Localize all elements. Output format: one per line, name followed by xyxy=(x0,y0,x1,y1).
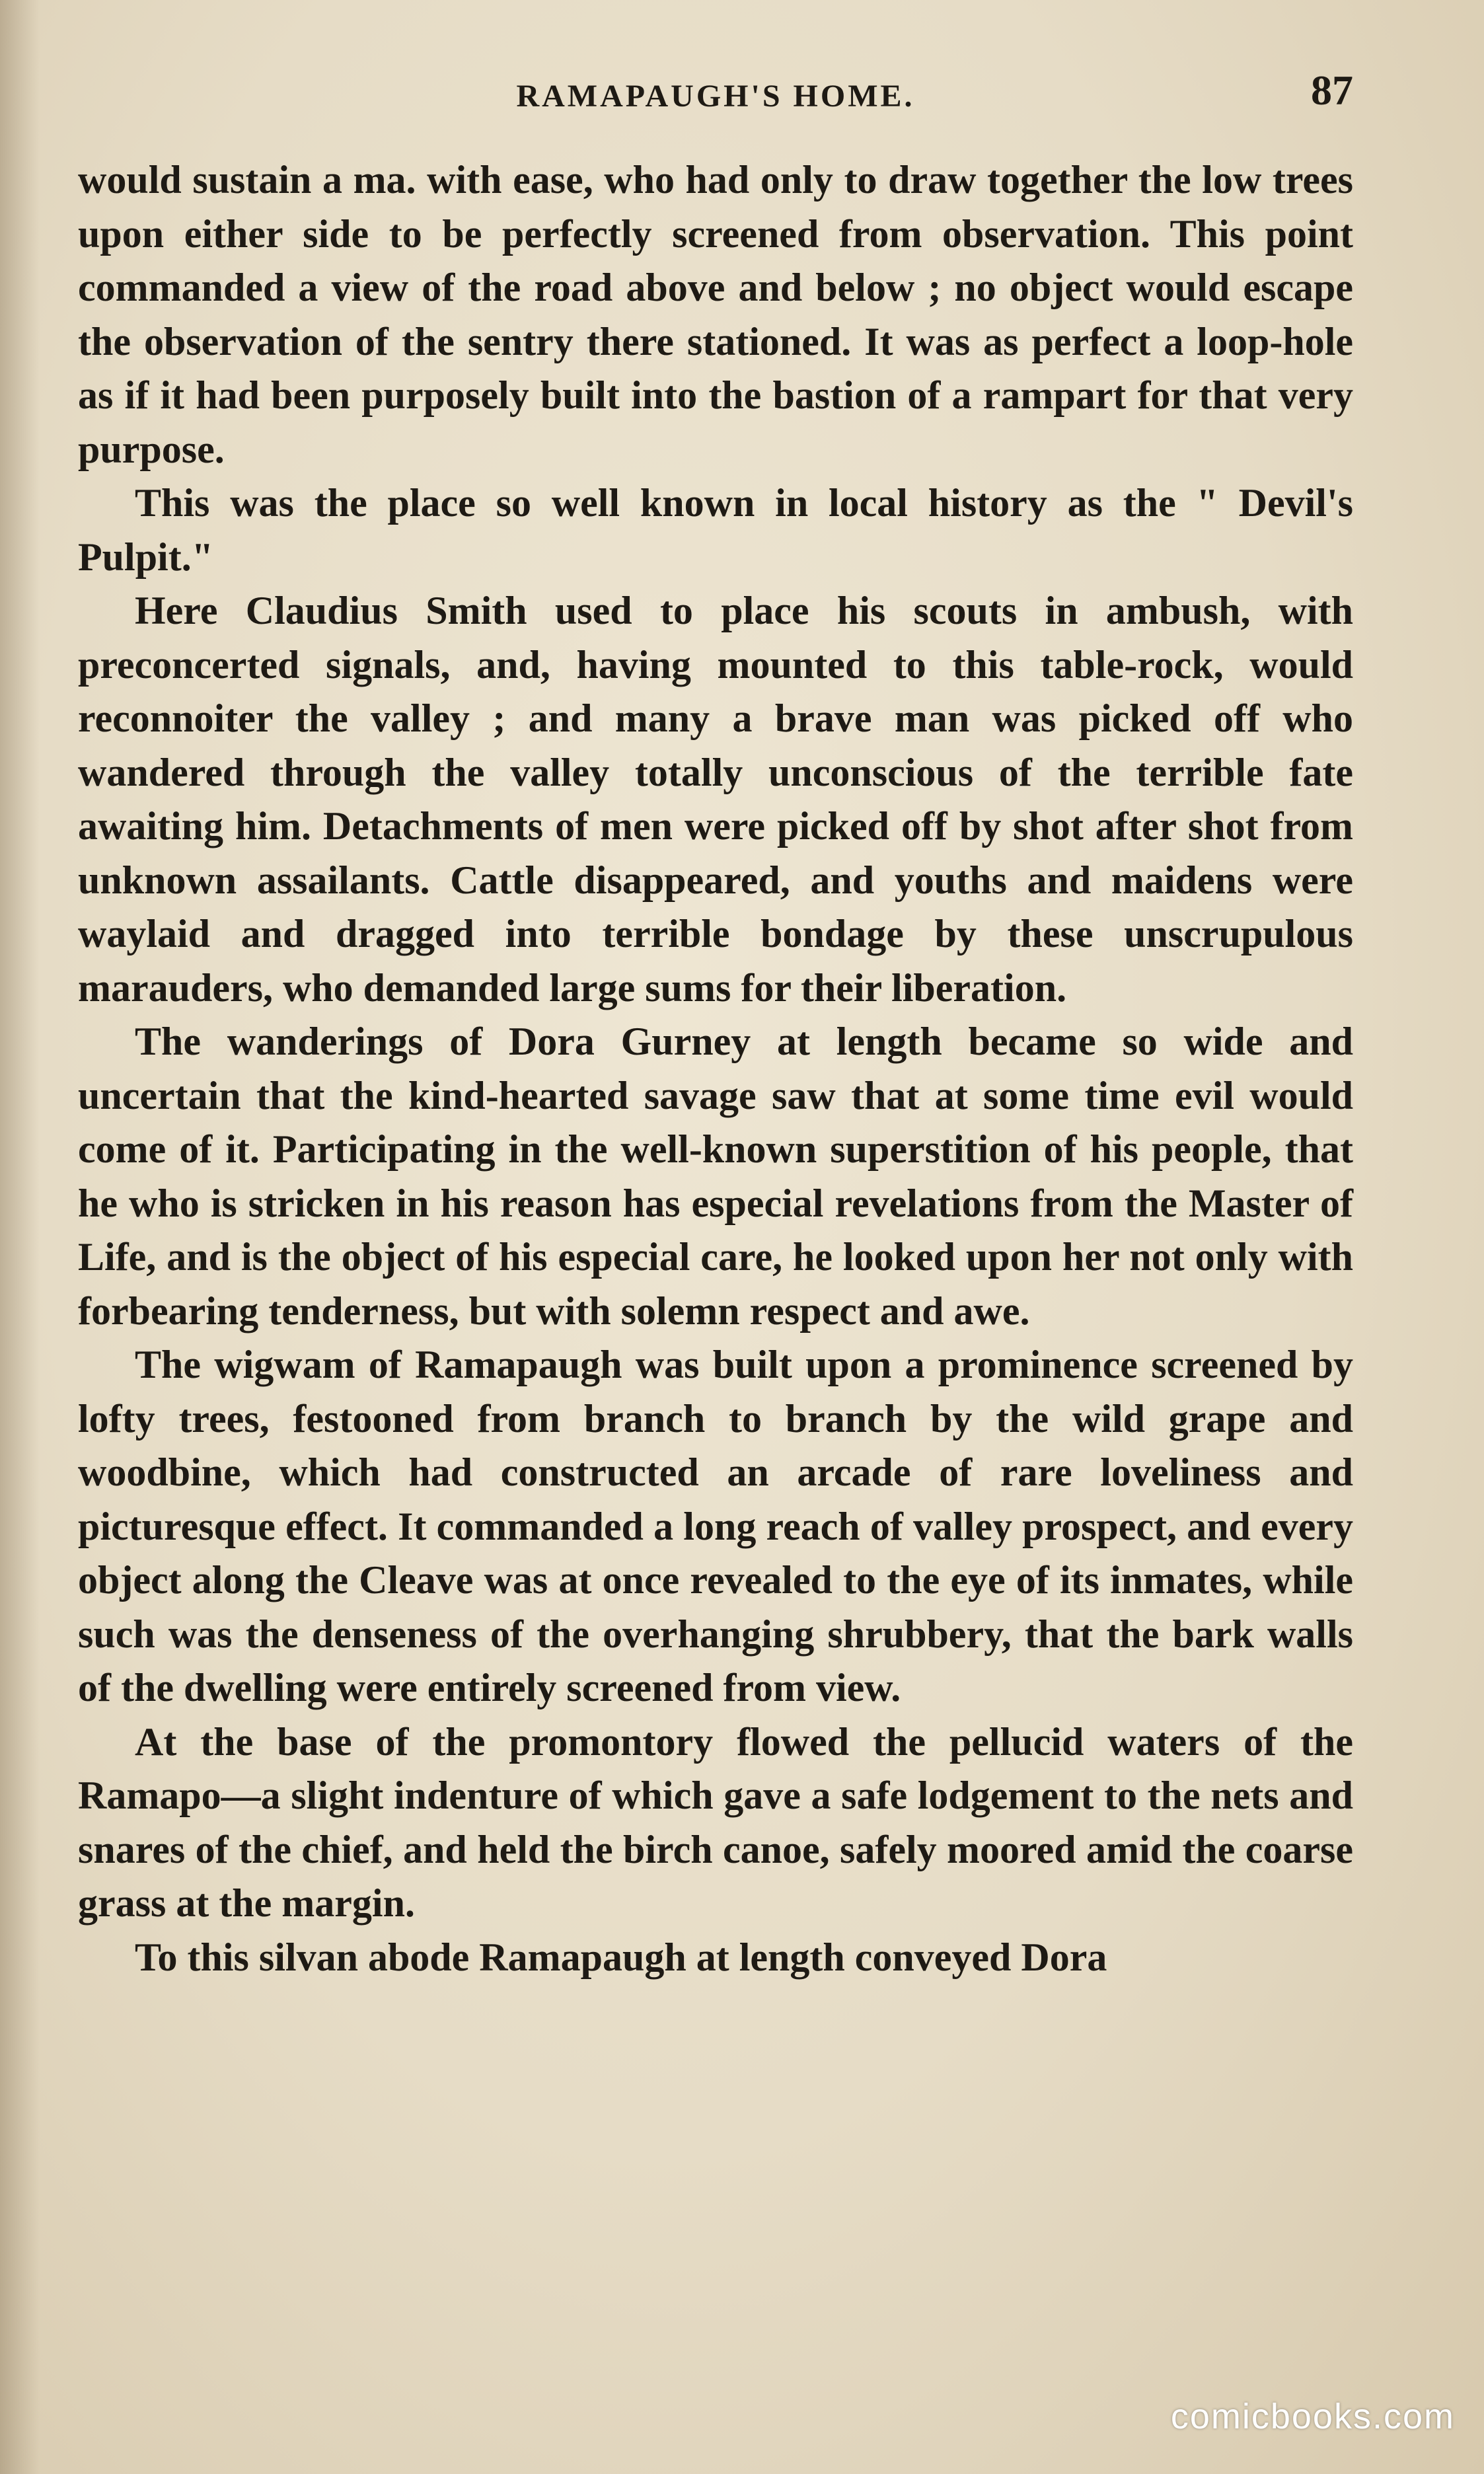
spine-shadow xyxy=(0,0,40,2474)
paragraph: The wanderings of Dora Gurney at length became so wide and uncertain that the kind-hearted savage saw that at some time evil would come of it. Participating in the well-known superstition of his people, that he who is stricken in his reason has especial revelations from the Master of Life, and is the object of his especial care, he looked upon her not only with forbearing tenderness, but with solemn respect and awe. xyxy=(78,1020,1353,1333)
paragraph: This was the place so well known in local history as the " Devil's Pulpit." xyxy=(78,481,1353,579)
paragraph: The wigwam of Ramapaugh was built upon a prominence screened by lofty trees, festooned from branch to branch by the wild grape and woodbine, which had constructed an arcade of rare loveliness and picturesque effect. It commanded a long reach of valley prospect, and every object along the Cleave was at once revealed to the eye of its inmates, while such was the denseness of the overhanging shrubbery, that the bark walls of the dwelling were entirely screened from view. xyxy=(78,1343,1353,1709)
running-head xyxy=(78,65,1353,118)
paragraph-continuation: would sustain a ma. with ease, who had only to draw together the low trees upon either side to be perfectly screened from observation. This point commanded a view of the road above and below ; no object would escape the observation of the sentry there stationed. It was as perfect a loop-hole as if it had been purposely built into the bastion of a rampart for that very purpose. xyxy=(78,158,1353,471)
watermark: comicbooks.com xyxy=(1170,2397,1455,2436)
page-number: 87 xyxy=(1311,67,1353,114)
paragraph: Here Claudius Smith used to place his scouts in ambush, with preconcerted signals, and, having mounted to this table-rock, would reconnoiter the valley ; and many a brave man was picked off who wandered through the valley totally unconscious of the terrible fate awaiting him. Detachments of men were picked off by shot after shot from unknown assailants. Cattle disappeared, and youths and maidens were waylaid and dragged into terrible bondage by these unscrupulous marauders, who demanded large sums for their liberation. xyxy=(78,589,1353,1010)
body-text xyxy=(78,153,1353,1984)
running-title: RAMAPAUGH'S HOME. xyxy=(516,79,915,114)
paragraph: At the base of the promontory flowed the pellucid waters of the Ramapo—a slight indenture of which gave a safe lodgement to the nets and snares of the chief, and held the birch canoe, safely moored amid the coarse grass at the margin. xyxy=(78,1719,1353,1925)
paragraph: To this silvan abode Ramapaugh at length conveyed Dora xyxy=(135,1935,1107,1979)
